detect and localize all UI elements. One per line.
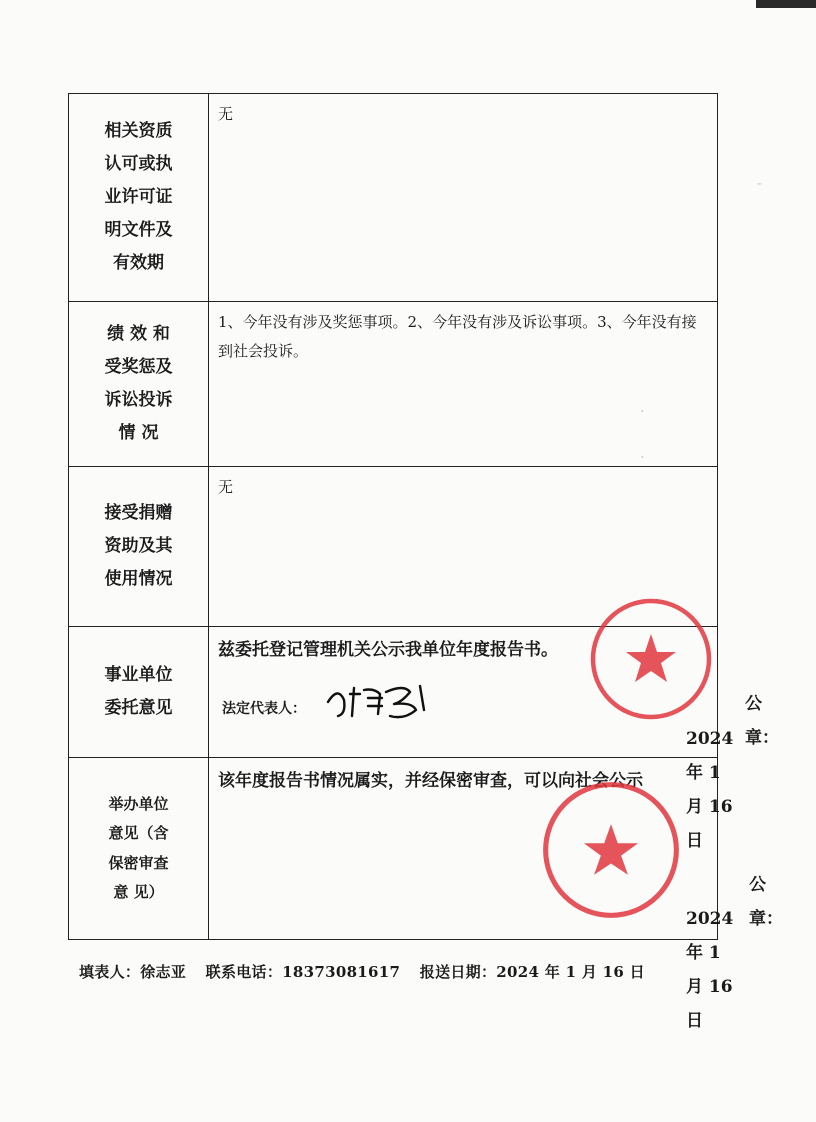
performance-content: 1、今年没有涉及奖惩事项。2、今年没有涉及诉讼事项。3、今年没有接到社会投诉。 <box>209 302 718 467</box>
entrust-statement: 兹委托登记管理机关公示我单位年度报告书。 <box>218 640 558 660</box>
entrust-date: 2024 年 1 月 16 日 <box>686 729 734 851</box>
seal-natural-resources-bureau <box>540 779 682 921</box>
sponsor-label: 举办单位 意见（含 保密审查 意 见） <box>108 795 169 901</box>
entrust-seal-label: 公章： <box>745 694 779 748</box>
footer <box>79 961 659 982</box>
qualification-label-cell <box>69 94 209 302</box>
scan-edge <box>756 0 816 8</box>
report-date: 报送日期：2024 年 1 月 16 日 <box>419 963 645 981</box>
bleed-mark: · <box>640 402 645 420</box>
sponsor-statement: 该年度报告书情况属实，并经保密审查，可以向社会公示 <box>218 771 643 791</box>
sponsor-seal-label: 公章： <box>749 875 783 929</box>
table-row <box>69 302 718 467</box>
entrust-label-cell <box>69 627 209 758</box>
qualification-label: 相关资质 认可或执 业许可证 明文件及 有效期 <box>104 120 173 274</box>
filler: 填表人：徐志亚 <box>79 963 187 981</box>
performance-label: 绩 效 和 受奖惩及 诉讼投诉 情 况 <box>104 323 173 444</box>
legal-rep-signature <box>324 680 434 720</box>
sponsor-label-cell <box>69 758 209 940</box>
qualification-content: 无 <box>209 94 718 302</box>
donation-label: 接受捐赠 资助及其 使用情况 <box>104 502 173 590</box>
donation-content: 无 <box>209 467 718 627</box>
bleed-mark: · <box>640 448 645 466</box>
table-row <box>69 94 718 302</box>
performance-label-cell <box>69 302 209 467</box>
donation-label-cell <box>69 467 209 627</box>
entrust-label: 事业单位 委托意见 <box>104 664 173 718</box>
bleed-mark: - <box>757 174 763 192</box>
sponsor-date: 2024 年 1 月 16 日 <box>686 909 734 1031</box>
legal-rep-label: 法定代表人： <box>222 701 306 717</box>
seal-info-center <box>588 596 714 722</box>
phone: 联系电话：18373081617 <box>205 963 401 981</box>
